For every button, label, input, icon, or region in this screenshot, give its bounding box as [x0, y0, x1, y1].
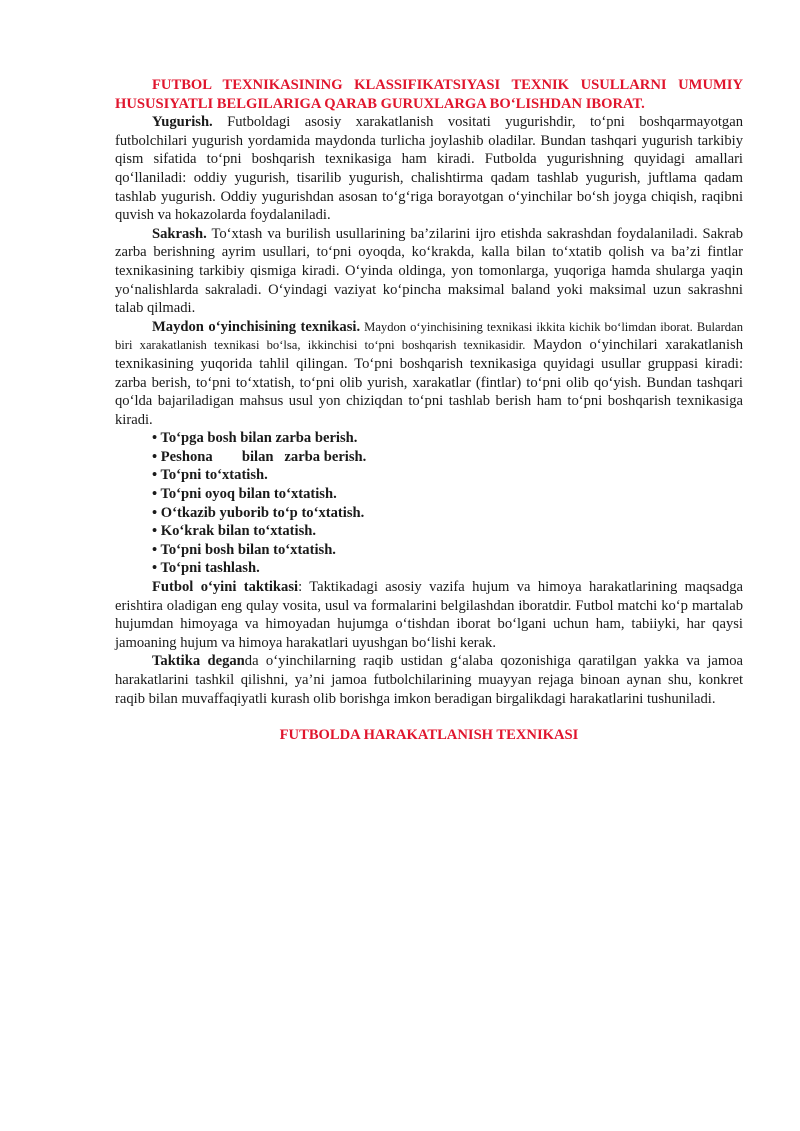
term-taktika-deganda: Taktika degan: [152, 653, 245, 670]
section-title: FUTBOLDA HARAKATLANISH TEXNIKASI: [279, 727, 579, 744]
text-taktika-deganda: da o‘yinchilarning raqib ustidan g‘alaba qozonishiga qaratilgan yakka va jamoa harakatlarini tashkil qilishni, ya’ni jamoa futbolchilarining muayyan rejaga binoan aynan shu, konkret raqib bilan muvaffaqiyatli kurash olib borishga imkon beradigan birgalikdagi harakatlarini tushuniladi.: [115, 653, 743, 707]
list-item: • To‘pga bosh bilan zarba berish.: [152, 430, 358, 447]
technique-list: [115, 429, 743, 578]
list-item: • To‘pni bosh bilan to‘xtatish.: [152, 541, 336, 558]
text-maydon: Maydon o‘yinchilari xarakatlanish texnikasining yuqorida tahlil qilingan. To‘pni boshqarish texnikasiga quyidagi usullar gruppasi kiradi: zarba berish, to‘pni to‘xtatish, to‘pni olib yurish, xarakatlar (fintlar) to‘pni olib qo‘yish. Bundan tashqari qo‘lda bajariladigan mahsus usul yon chiziqdan to‘pni tashlab berish ham to‘pni boshqarish texnikasiga kiradi.: [115, 337, 744, 428]
text-sakrash: To‘xtash va burilish usullarining ba’zilarini ijro etishda sakrashdan foydalaniladi. Sakrab zarba berishning ayrim usullari, to‘pni oyoqda, ko‘krakda, kalla bilan to‘xtatib qolish va ba’zi fintlar texnikasining tarkibiy qismiga kiradi. O‘yinda oldinga, yon tomonlarga, yuqoriga hamda shularga yaqin yo‘nalishlarda sakraladi. O‘yindagi vaziyat ko‘pincha maksimal baland yoki maksimal uzun sakrashni talab qilmadi.: [115, 225, 743, 317]
term-yugurish: Yugurish.: [152, 114, 213, 131]
small-text-maydon: Maydon o‘yinchisining texnikasi ikkita kichik bo‘limdan iborat. Bulardan biri xarakatlanish texnikasi bo‘lsa, ikkinchisi to‘pni boshqarish texnikasidir.: [115, 319, 743, 353]
list-item: • To‘pni tashlash.: [152, 560, 260, 577]
list-item: • To‘pni to‘xtatish.: [152, 467, 268, 484]
text-yugurish: Futboldagi asosiy xarakatlanish vositati yugurishdir, to‘pni boshqarmayotgan futbolchilari yugurish yordamida maydonda turlicha joylashib oladilar. Bundan tashqari yugurish tarkibiy qism sifatida to‘pni boshqarish texnikasiga ham kiradi. Futbolda yugurishning quyidagi amallari qo‘llaniladi: oddiy yugurish, tisarilib yugurish, chalishtirma qadam tashlab yugurish, juftlama qadam tashlab yugurish. Oddiy yugurishdan asosan to‘g‘riga borayotgan o‘yinchilar bo‘sh joyga chiqish, raqibni quvish va hokazolarda foydalaniladi.: [115, 114, 743, 224]
list-item: • Peshona bilan zarba berish.: [152, 448, 367, 465]
paragraph-yugurish: [115, 113, 743, 225]
paragraph-sakrash: [115, 225, 743, 318]
text-taktika: : Taktikadagi asosiy vazifa hujum va himoya harakatlarining maqsadga erishtira oladigan eng qulay vosita, usul va formalarini belgilashdan iboratdir. Futbol matchi ko‘p martalab hujumdan himoyaga va himoyadan hujumga o‘tishdan iborat bo‘lgani uchun ham, tabiiyki, har qaysi jamoaning hujum va himoya harakatlari uyushgan bo‘lishi kerak.: [115, 579, 743, 651]
paragraph-taktika-deganda: [115, 652, 743, 708]
term-sakrash: Sakrash.: [152, 225, 207, 242]
list-item: • To‘pni oyoq bilan to‘xtatish.: [152, 486, 337, 503]
paragraph-maydon: [115, 318, 743, 430]
term-taktika: Futbol o‘yini taktikasi: [152, 579, 299, 596]
paragraph-taktika: [115, 578, 743, 652]
list-item: • Ko‘krak bilan to‘xtatish.: [152, 523, 317, 540]
heading: FUTBOL TEXNIKASINING KLASSIFIKATSIYASI TEXNIK USULLARNI UMUMIY HUSUSIYATLI BELGILARIGA QARAB GURUXLARGA BO‘LISHDAN IBORAT.: [115, 77, 743, 112]
list-item: • O‘tkazib yuborib to‘p to‘xtatish.: [152, 504, 365, 521]
document-page: [115, 76, 743, 745]
term-maydon: Maydon o‘yinchisining texnikasi.: [152, 318, 361, 335]
